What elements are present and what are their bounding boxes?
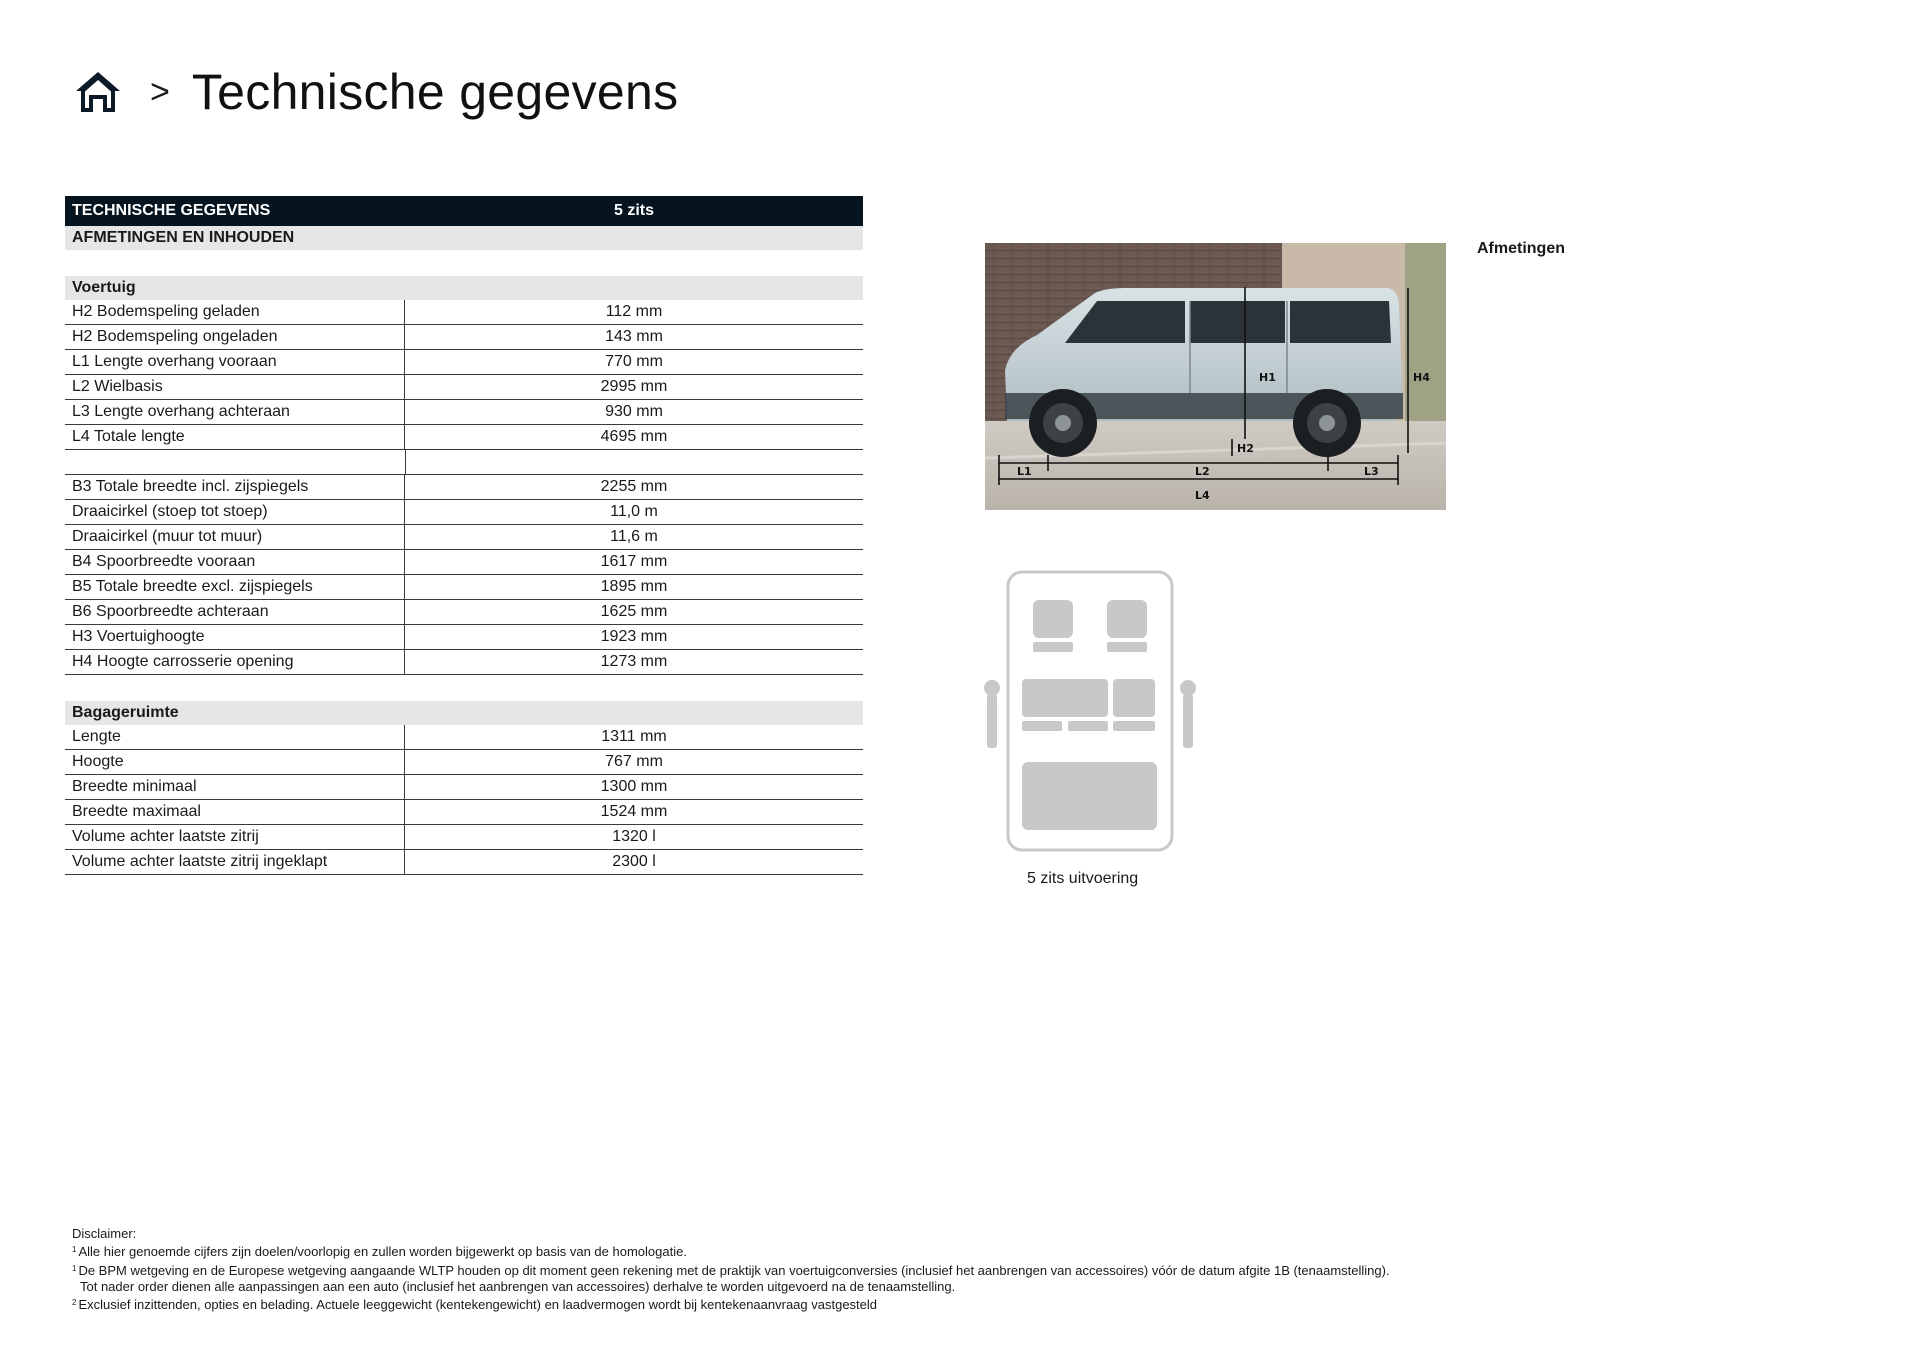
label-l2: L2 xyxy=(1195,465,1210,478)
table-row xyxy=(65,300,863,325)
row-label: H4 Hoogte carrosserie opening xyxy=(65,650,405,674)
row-label: Hoogte xyxy=(65,750,405,774)
row-label: H3 Voertuighoogte xyxy=(65,625,405,649)
row-label: Breedte maximaal xyxy=(65,800,405,824)
row-label: L3 Lengte overhang achteraan xyxy=(65,400,405,424)
row-label: B6 Spoorbreedte achteraan xyxy=(65,600,405,624)
row-label: Breedte minimaal xyxy=(65,775,405,799)
row-label: B5 Totale breedte excl. zijspiegels xyxy=(65,575,405,599)
row-label: Draaicirkel (stoep tot stoep) xyxy=(65,500,405,524)
label-l4: L4 xyxy=(1195,489,1210,502)
row-label: L2 Wielbasis xyxy=(65,375,405,399)
table-row xyxy=(65,325,863,350)
van-dimensions-image xyxy=(985,243,1446,510)
disclaimer xyxy=(72,1226,1390,1313)
row-value: 1524 mm xyxy=(600,803,668,820)
row-value: 1895 mm xyxy=(600,578,668,595)
row-value: 767 mm xyxy=(605,753,663,770)
group-heading-luggage: Bagageruimte xyxy=(65,701,863,725)
seat-layout-diagram xyxy=(982,568,1198,858)
row-label: B4 Spoorbreedte vooraan xyxy=(65,550,405,574)
figure-title: Afmetingen xyxy=(1477,240,1565,257)
row-label: Volume achter laatste zitrij ingeklapt xyxy=(65,850,405,874)
table-header-column: 5 zits xyxy=(613,202,654,219)
disclaimer-title: Disclaimer: xyxy=(72,1226,137,1241)
row-value: 11,0 m xyxy=(610,503,658,520)
disclaimer-note: $^1$ De BPM wetgeving en de Europese wetgeving aangaande WLTP houden op dit moment geen rekening met de praktijk van voertuigconversies (inclusief het aanbrengen van accessoires) vóór de datum afgite 1B (tenaamstelling). xyxy=(72,1262,1390,1278)
disclaimer-note: $^1$ Alle hier genoemde cijfers zijn doelen/voorlopig en zullen worden bijgewerkt op basis van de homologatie. xyxy=(72,1244,687,1260)
row-value: 1625 mm xyxy=(600,603,668,620)
row-value: 1273 mm xyxy=(600,653,668,670)
label-h2: H2 xyxy=(1237,442,1254,455)
table-row xyxy=(65,850,863,875)
row-label: Lengte xyxy=(65,725,405,749)
table-row xyxy=(65,525,863,550)
row-value: 2300 l xyxy=(612,853,656,870)
row-label: H2 Bodemspeling geladen xyxy=(65,300,405,324)
table-row xyxy=(65,825,863,850)
row-value: 4695 mm xyxy=(600,428,668,445)
row-label: L4 Totale lengte xyxy=(65,425,405,449)
breadcrumb-separator: > xyxy=(150,73,170,111)
seat-layout-caption: 5 zits uitvoering xyxy=(1027,870,1139,887)
home-icon[interactable] xyxy=(74,69,122,115)
row-value: 2255 mm xyxy=(600,478,668,495)
row-value: 1311 mm xyxy=(601,728,667,745)
table-row xyxy=(65,725,863,750)
row-label: B3 Totale breedte incl. zijspiegels xyxy=(65,475,405,499)
row-value: 143 mm xyxy=(605,328,663,345)
row-label: H2 Bodemspeling ongeladen xyxy=(65,325,405,349)
table-header-label: TECHNISCHE GEGEVENS xyxy=(72,202,271,219)
row-value: 112 mm xyxy=(605,303,663,320)
section-heading: AFMETINGEN EN INHOUDEN xyxy=(65,226,863,250)
row-label: Volume achter laatste zitrij xyxy=(65,825,405,849)
row-value: 1300 mm xyxy=(600,778,668,795)
table-row xyxy=(65,550,863,575)
disclaimer-note: Tot nader order dienen alle aanpassingen aan een auto (inclusief het aanbrengen van accessoires) derhalve te worden uitgevoerd na de tenaamstelling. xyxy=(80,1278,956,1294)
table-row xyxy=(65,500,863,525)
table-row xyxy=(65,350,863,375)
spec-table xyxy=(65,196,863,875)
row-label: Draaicirkel (muur tot muur) xyxy=(65,525,405,549)
table-row xyxy=(65,475,863,500)
label-l3: L3 xyxy=(1364,465,1379,478)
row-value: 930 mm xyxy=(605,403,663,420)
table-row xyxy=(65,750,863,775)
table-row xyxy=(65,775,863,800)
label-h4: H4 xyxy=(1413,371,1430,384)
table-row xyxy=(65,375,863,400)
table-row xyxy=(65,400,863,425)
row-label: L1 Lengte overhang vooraan xyxy=(65,350,405,374)
row-value: 1617 mm xyxy=(600,553,668,570)
table-row xyxy=(65,625,863,650)
table-row xyxy=(65,425,863,450)
label-l1: L1 xyxy=(1017,465,1032,478)
table-row xyxy=(65,800,863,825)
row-value: 770 mm xyxy=(605,353,663,370)
row-value: 2995 mm xyxy=(600,378,668,395)
table-row xyxy=(65,600,863,625)
table-row-blank xyxy=(65,450,863,475)
group-heading-vehicle: Voertuig xyxy=(65,276,863,300)
table-header xyxy=(65,196,863,226)
page-title: Technische gegevens xyxy=(191,64,679,120)
table-row xyxy=(65,575,863,600)
disclaimer-note: $^2$ Exclusief inzittenden, opties en belading. Actuele leeggewicht (kentekengewicht) en laadvermogen wordt bij kentekenaanvraag vastgesteld xyxy=(72,1297,878,1313)
breadcrumb xyxy=(74,62,678,122)
label-h1: H1 xyxy=(1259,371,1276,384)
row-value: 1923 mm xyxy=(600,628,668,645)
row-value: 1320 l xyxy=(612,828,656,845)
row-value: 11,6 m xyxy=(610,528,658,545)
table-row xyxy=(65,650,863,675)
